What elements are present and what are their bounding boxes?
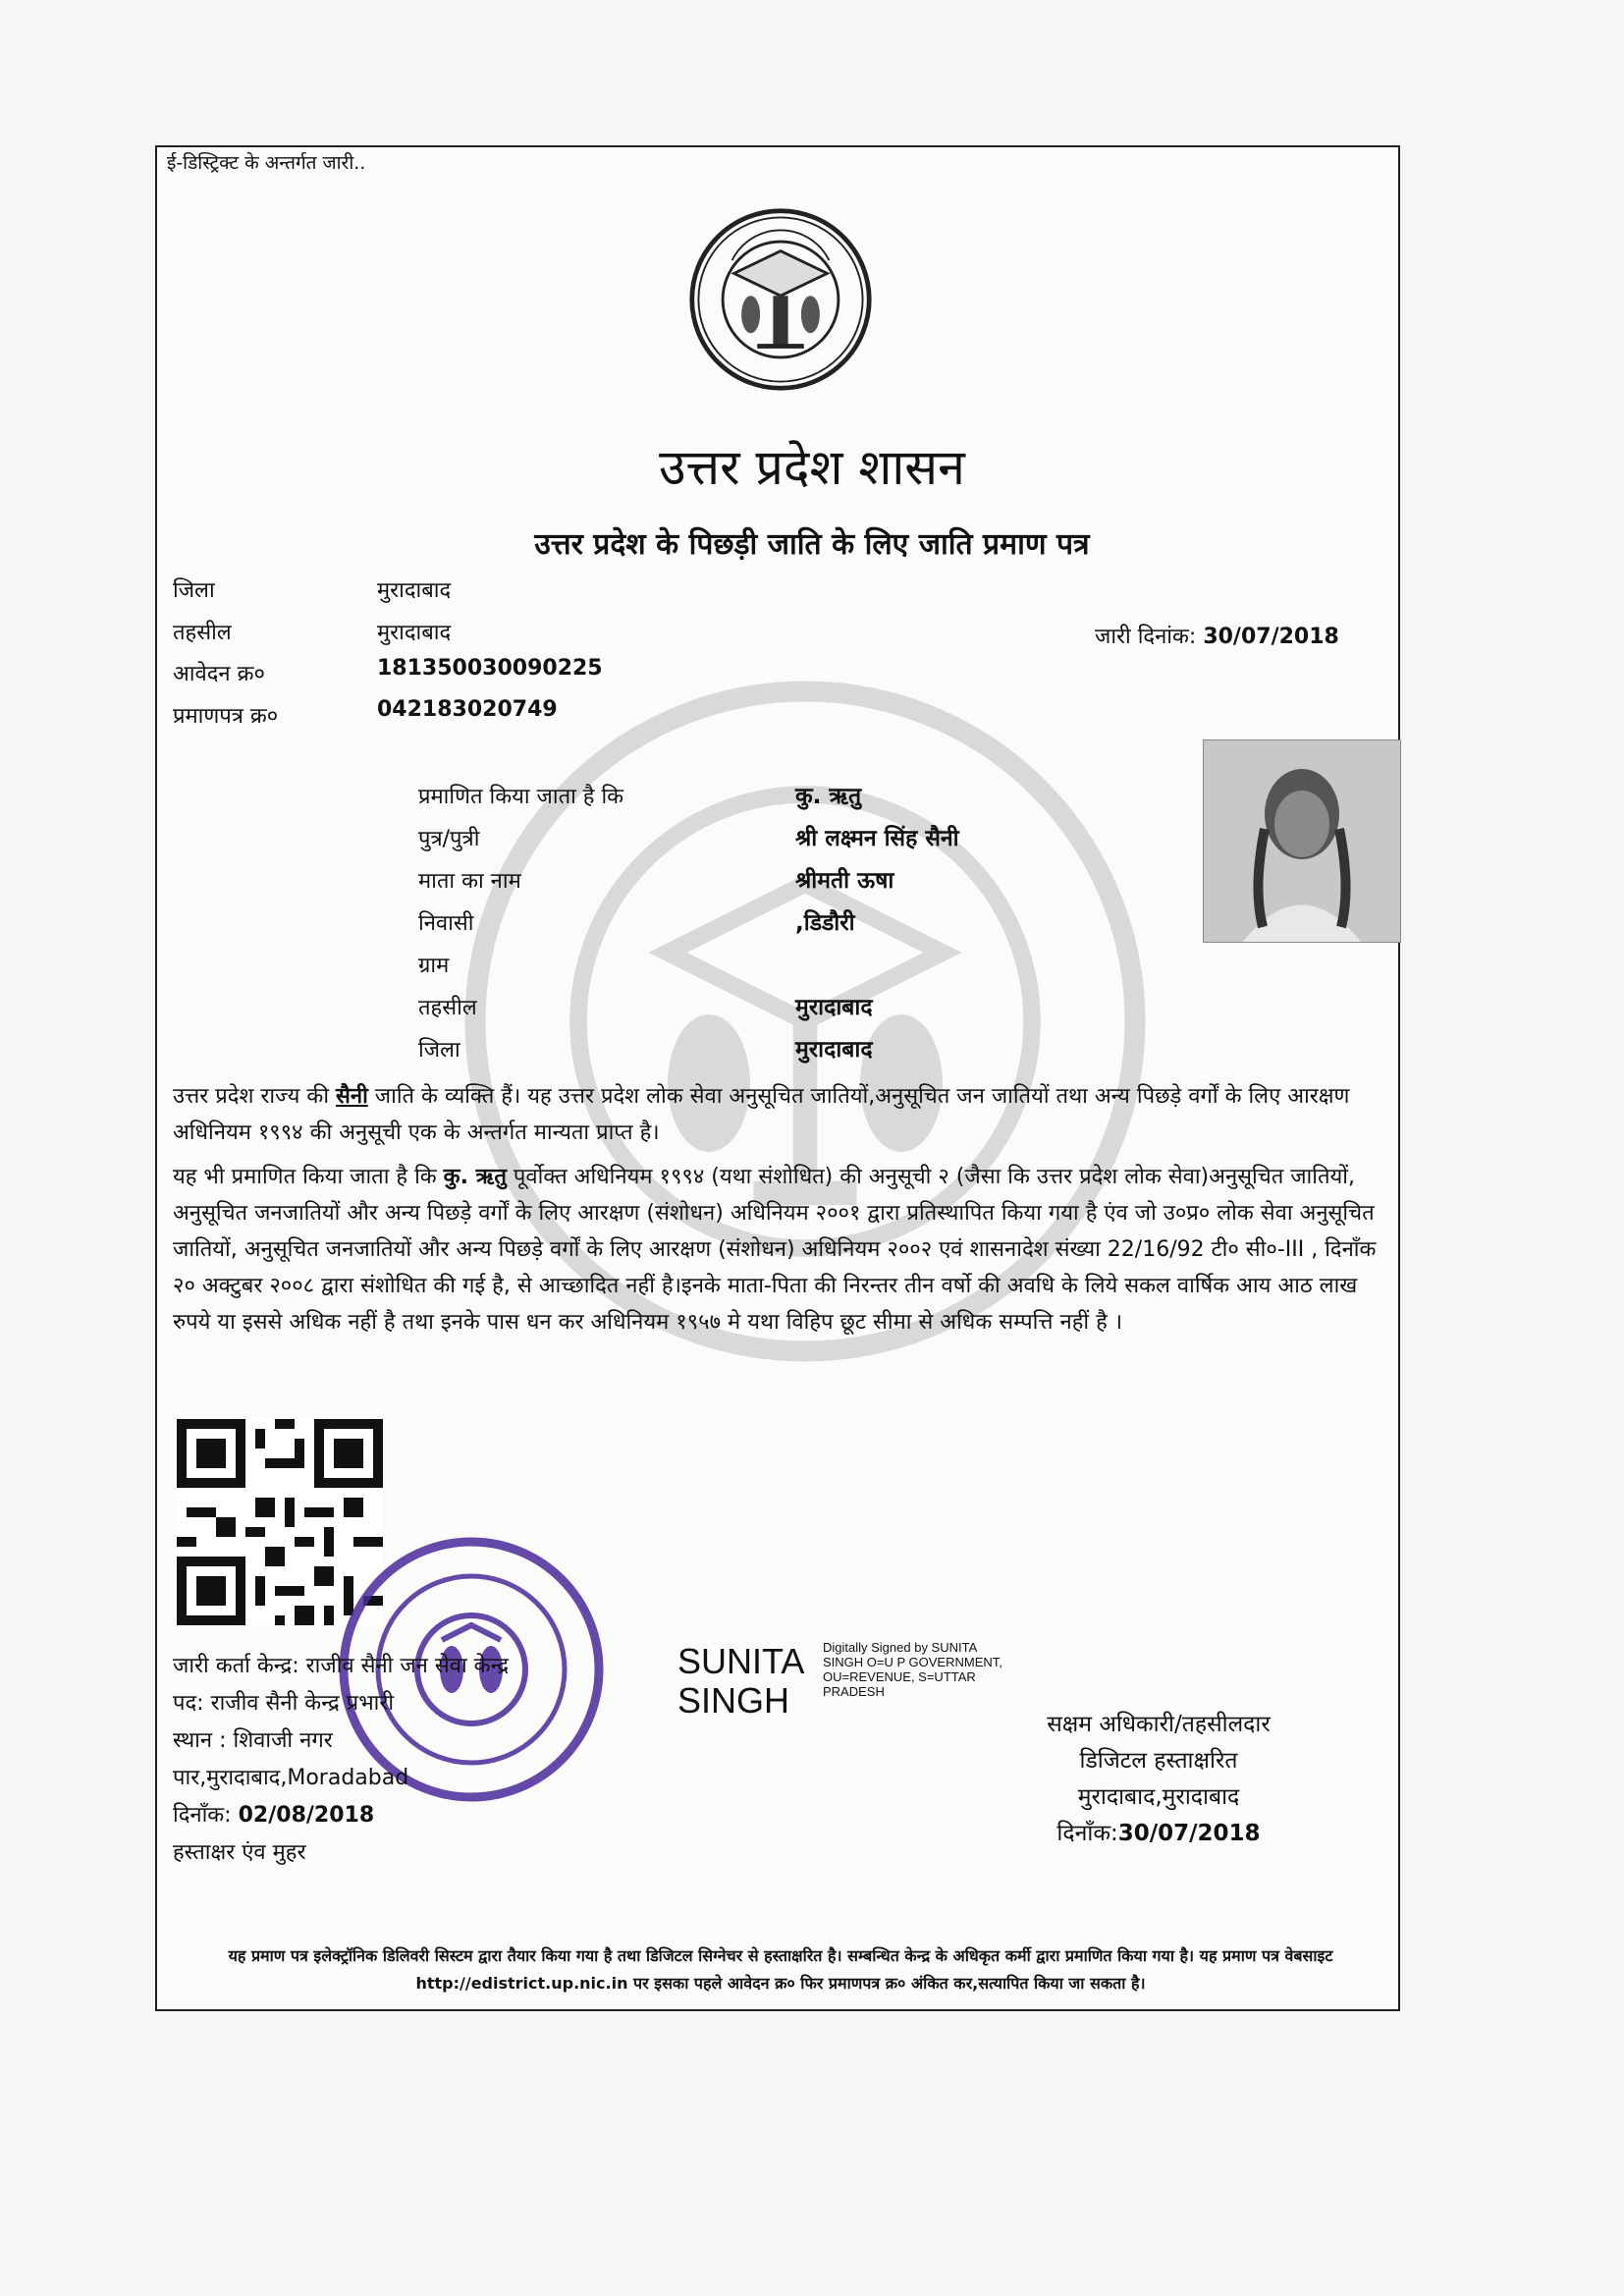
certify-name: कु. ऋतु	[795, 784, 862, 809]
issuer-place	[173, 1724, 333, 1754]
issuer-post	[173, 1687, 394, 1717]
issuer-date-label: दिनाँक:	[173, 1803, 232, 1828]
resident-value: ,डिडौरी	[795, 910, 855, 936]
issuer-post-value: राजीव सैनी केन्द्र प्रभारी	[210, 1691, 395, 1716]
resident-label: निवासी	[418, 911, 474, 936]
mother-label: माता का नाम	[418, 869, 521, 894]
issue-date-value: 30/07/2018	[1203, 625, 1339, 649]
officer-date	[992, 1816, 1326, 1847]
issuer-center	[173, 1650, 509, 1679]
caste-name: सैनी	[336, 1084, 368, 1109]
header-note: ई-डिस्ट्रिक्ट के अन्तर्गत जारी..	[167, 152, 366, 174]
meta-label-tehsil: तहसील	[173, 621, 232, 645]
certify-label: प्रमाणित किया जाता है कि	[418, 785, 624, 809]
footer-verification-note: यह प्रमाण पत्र इलेक्ट्रॉनिक डिलिवरी सिस्टम द्वारा तैयार किया गया है तथा डिजिटल सिग्नेचर से हस्ताक्षरित है। सम्बन्धित केन्द्र के अधिकृत कर्मी द्वारा प्रमाणित किया गया है। यह प्रमाण पत्र वेबसाइट http://edistrict.up.nic.in पर इसका पहले आवेदन क्र० फिर प्रमाणपत्र क्र० अंकित कर,सत्यापित किया जा सकता है।	[228, 1946, 1333, 1993]
issue-date	[1095, 621, 1339, 650]
meta-label-district: जिला	[173, 578, 215, 603]
officer-date-label: दिनाँक:	[1056, 1821, 1118, 1846]
issue-date-label: जारी दिनांक:	[1095, 625, 1197, 649]
officer-date-value: 30/07/2018	[1117, 1821, 1261, 1846]
sig-name-line1: SUNITA	[677, 1641, 805, 1681]
para2-name: कु. ऋतु	[443, 1165, 507, 1189]
issuer-sign-label: हस्ताक्षर एंव मुहर	[173, 1840, 306, 1865]
issuer-place-value: शिवाजी नगर	[233, 1728, 333, 1753]
mother-name: श्रीमती ऊषा	[795, 868, 894, 894]
meta-label-application-no: आवेदन क्र०	[173, 662, 265, 686]
officer-sig-type: डिजिटल हस्ताक्षरित	[1079, 1748, 1238, 1774]
cert-tehsil-value: मुरादाबाद	[795, 995, 873, 1020]
paragraph-creamy-layer	[173, 1159, 1390, 1340]
issuer-date-value: 02/08/2018	[238, 1803, 375, 1828]
parent-label: पुत्र/पुत्री	[418, 827, 480, 851]
sig-name-line2: SINGH	[677, 1680, 790, 1721]
issuer-date	[173, 1799, 374, 1829]
para2-post: पूर्वोक्त अधिनियम १९९४ (यथा संशोधित) की अनुसूची २ (जैसा कि उत्तर प्रदेश लोक सेवा)अनुसूचित जातियों, अनुसूचित जनजातियों और अन्य पिछड़े वर्गों के लिए आरक्षण (संशोधन) अधिनियम २००१ द्वारा प्रतिस्थापित किया गया है एंव जो उ०प्र० लोक सेवा अनुसूचित जातियों, अनुसूचित जनजातियों और अन्य पिछड़े वर्गों के लिए आरक्षण (संशोधन) अधिनियम २००२ एवं शासनादेश संख्या 22/16/92 टी० सी०-III , दिनाँक २० अक्टुबर २००८ द्वारा संशोधित की गई है, से आच्छादित नहीं है।इनके माता-पिता की निरन्तर तीन वर्षो की अवधि के लिये सकल वार्षिक आय आठ लाख रुपये या इससे अधिक नहीं है तथा इनके पास धन कर अधिनियम १९५७ मे यथा विहिप छूट सीमा से अधिक सम्पत्ति नहीं है ।	[173, 1165, 1377, 1335]
para1-post: जाति के व्यक्ति हैं। यह उत्तर प्रदेश लोक सेवा अनुसूचित जातियों,अनुसूचित जन जातियों तथा अन्य पिछड़े वर्गों के लिए आरक्षण अधिनियम १९९४ की अनुसूची एक के अन्तर्गत मान्यता प्राप्त है।	[173, 1084, 1350, 1145]
digital-signature-name	[677, 1642, 815, 1721]
issuer-center-label: जारी कर्ता केन्द्र:	[173, 1654, 299, 1678]
applicant-photo	[1203, 739, 1401, 943]
person-photo-icon	[1204, 740, 1400, 942]
village-label: ग्राम	[418, 954, 450, 978]
officer-title: सक्षम अधिकारी/तहसीलदार	[1047, 1712, 1271, 1737]
meta-value-district: मुरादाबाद	[377, 578, 452, 603]
parent-name: श्री लक्ष्मन सिंह सैनी	[795, 826, 959, 851]
cert-district-label: जिला	[418, 1038, 460, 1063]
sub-title: उत्तर प्रदेश के पिछड़ी जाति के लिए जाति प्रमाण पत्र	[534, 527, 1090, 562]
meta-value-certificate-no: 042183020749	[377, 697, 558, 722]
digital-signature-details: Digitally Signed by SUNITA SINGH O=U P GOVERNMENT, OU=REVENUE, S=UTTAR PRADESH	[823, 1640, 1002, 1699]
main-title: उत्तर प्रदेश शासन	[659, 439, 965, 496]
issuer-post-label: पद:	[173, 1691, 204, 1716]
issuer-center-value: राजीव सैनी जन सेवा केन्द्र	[305, 1654, 510, 1678]
cert-tehsil-label: तहसील	[418, 996, 477, 1020]
para1-pre: उत्तर प्रदेश राज्य की	[173, 1084, 337, 1109]
para2-pre: यह भी प्रमाणित किया जाता है कि	[173, 1165, 444, 1189]
meta-label-certificate-no: प्रमाणपत्र क्र०	[173, 704, 279, 729]
officer-place: मुरादाबाद,मुरादाबाद	[1077, 1784, 1240, 1810]
up-government-seal-icon	[687, 206, 874, 393]
meta-value-tehsil: मुरादाबाद	[377, 621, 452, 645]
issuer-place-label: स्थान :	[173, 1728, 227, 1753]
cert-district-value: मुरादाबाद	[795, 1037, 873, 1063]
meta-value-application-no: 181350030090225	[377, 656, 603, 681]
paragraph-caste	[173, 1078, 1390, 1151]
issuer-place-2: पार,मुरादाबाद,Moradabad	[173, 1766, 409, 1790]
